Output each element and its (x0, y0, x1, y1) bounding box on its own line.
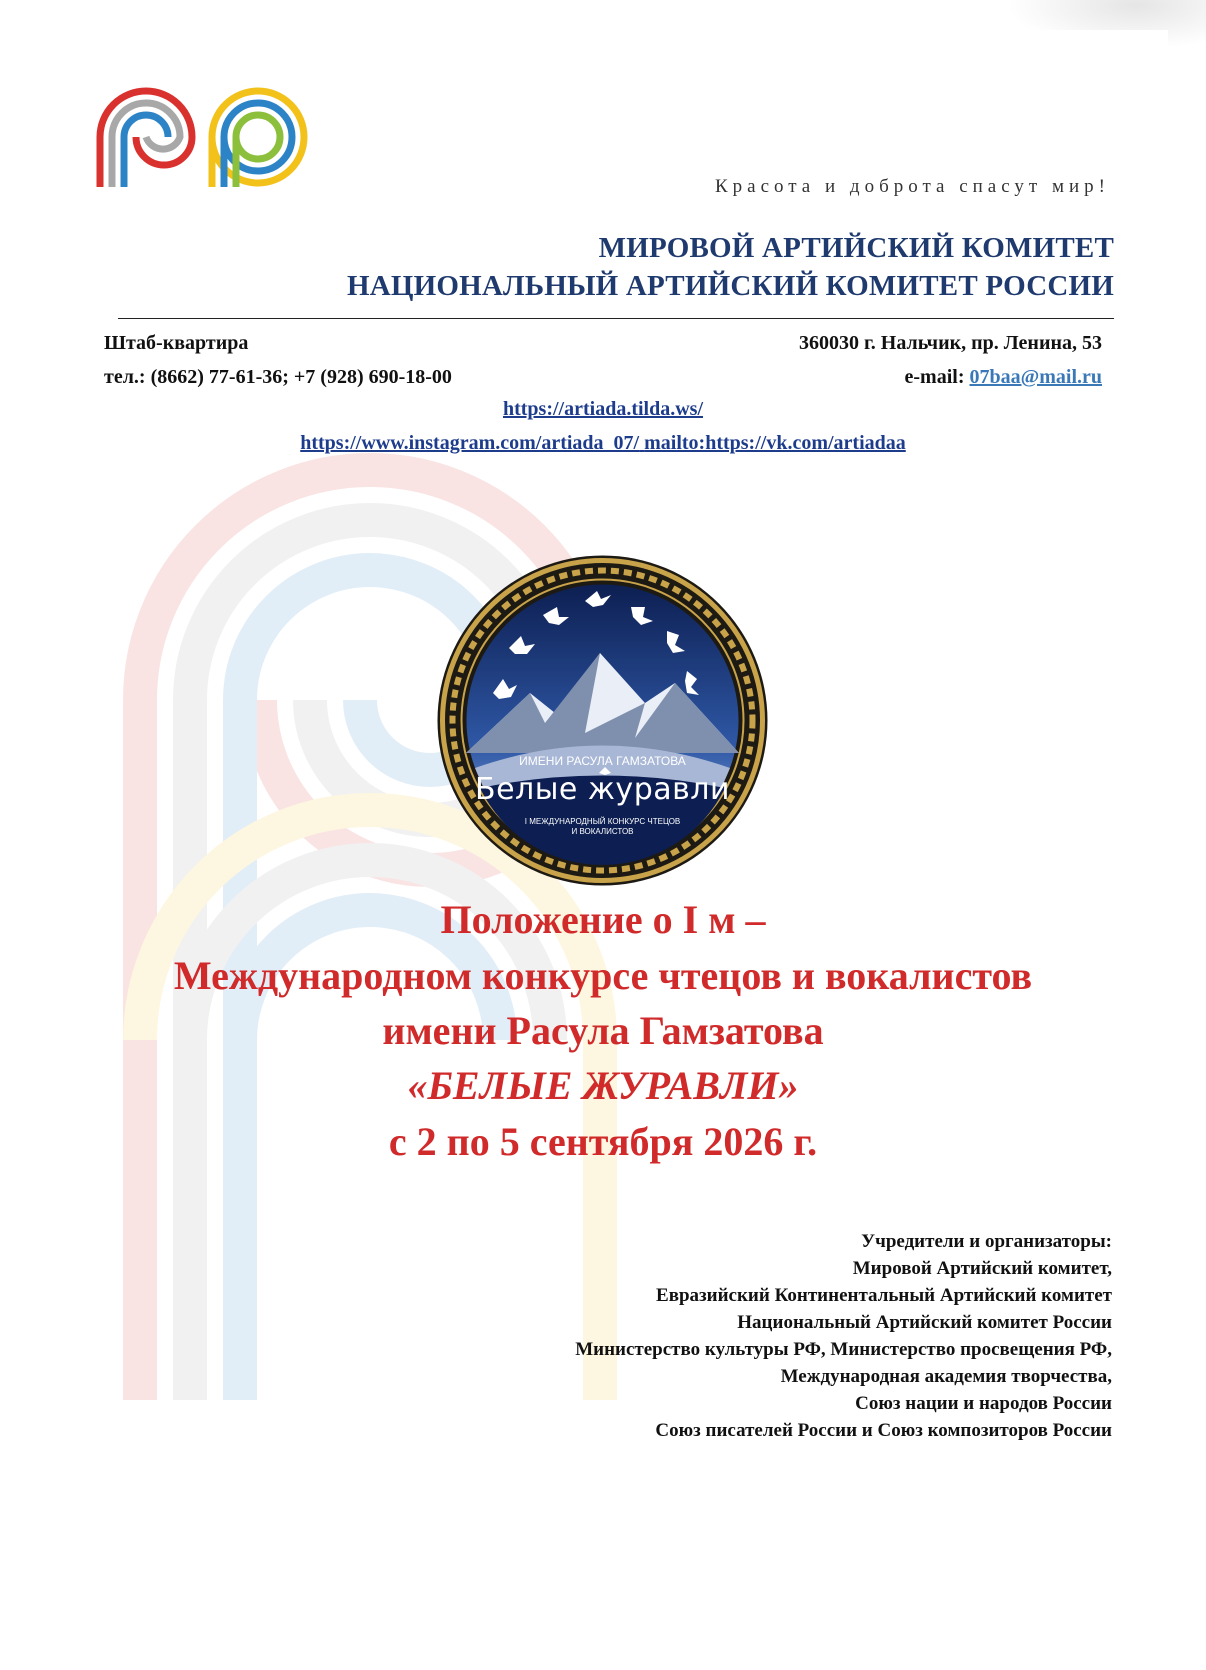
title-line-5: с 2 по 5 сентября 2026 г. (388, 1119, 818, 1164)
artiada-logo-icon (90, 82, 320, 197)
title-line-3: имени Расула Гамзатова (382, 1008, 824, 1053)
white-cranes-emblem-icon (435, 553, 770, 888)
founders-heading: Учредители и организаторы: (861, 1231, 1112, 1252)
vk-link[interactable]: mailto:https://vk.com/artiadaa (644, 432, 906, 454)
instagram-link[interactable]: https://www.instagram.com/artiada_07/ (300, 432, 640, 454)
emblem-top-text: ИМЕНИ РАСУЛА ГАМЗАТОВА (519, 754, 686, 768)
founder-item: Союз нации и народов России (855, 1393, 1112, 1414)
founder-item: Евразийский Континентальный Артийский комитет (656, 1285, 1112, 1306)
founder-item: Мировой Артийский комитет, (852, 1258, 1112, 1279)
emblem-main-text: Белые журавли (475, 772, 730, 807)
title-line-2: Международном конкурсе чтецов и вокалистов (173, 953, 1033, 998)
founder-item: Союз писателей России и Союз композиторов России (655, 1420, 1112, 1441)
email-line (905, 366, 1102, 389)
hq-address: 360030 г. Нальчик, пр. Ленина, 53 (798, 332, 1102, 354)
founder-item: Международная академия творчества, (780, 1366, 1112, 1387)
email-link[interactable]: 07baa@mail.ru (969, 366, 1102, 388)
slogan: Красота и доброта спасут мир! (714, 176, 1110, 197)
title-line-4: «БЕЛЫЕ ЖУРАВЛИ» (407, 1063, 799, 1108)
emblem-sub-line-1: I МЕЖДУНАРОДНЫЙ КОНКУРС ЧТЕЦОВ (524, 817, 681, 826)
title-line-1: Положение о I м – (440, 897, 766, 942)
social-links (0, 432, 1206, 455)
org-title-world: МИРОВОЙ АРТИЙСКИЙ КОМИТЕТ (598, 232, 1114, 264)
founder-item: Министерство культуры РФ, Министерство просвещения РФ, (575, 1339, 1112, 1360)
founder-item: Национальный Артийский комитет России (737, 1312, 1112, 1333)
emblem-sub-text (500, 817, 705, 837)
header-divider (118, 318, 1114, 319)
website-link[interactable]: https://artiada.tilda.ws/ (502, 398, 704, 420)
emblem-sub-line-2: И ВОКАЛИСТОВ (571, 827, 634, 836)
hq-label: Штаб-квартира (104, 332, 249, 354)
founders-block (352, 1228, 1112, 1444)
org-title-national: НАЦИОНАЛЬНЫЙ АРТИЙСКИЙ КОМИТЕТ РОССИИ (346, 270, 1114, 302)
email-label: e-mail: (904, 366, 970, 388)
phone-numbers: тел.: (8662) 77-61-36; +7 (928) 690-18-00 (104, 366, 452, 388)
